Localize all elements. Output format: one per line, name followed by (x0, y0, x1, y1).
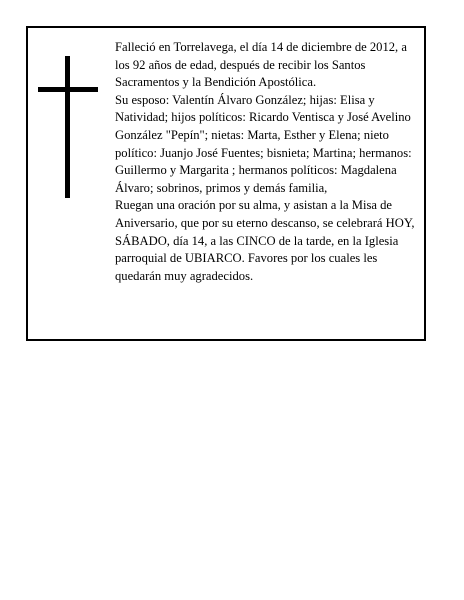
obituary-notice (26, 26, 426, 341)
death-announcement-paragraph: Falleció en Torrelavega, el día 14 de diciembre de 2012, a los 92 años de edad, después de recibir los Santos Sacramentos y la Bendición Apostólica. (115, 40, 407, 90)
mass-invitation-paragraph: Ruegan una oración por su alma, y asistan a la Misa de Aniversario, que por su eterno descanso, se celebrará HOY, SÁBADO, día 14, a las CINCO de la tarde, en la Iglesia parroquial de UBIARCO. Favores por los cuales les quedarán muy agradecidos. (115, 198, 415, 283)
family-members-paragraph: Su esposo: Valentín Álvaro González; hijas: Elisa y Natividad; hijos políticos: Ricardo Ventisca y José Avelino González "Pepín"; nietas: Marta, Esther y Elena; nieto político: Juanjo José Fuentes; bisnieta; Martina; hermanos: Guillermo y Margarita ; hermanos políticos: Magdalena Álvaro; sobrinos, primos y demás familia, (115, 92, 412, 195)
cross-horizontal-bar (38, 87, 98, 92)
cross-vertical-bar (65, 56, 70, 198)
notice-text (115, 39, 424, 285)
cross-icon (38, 56, 98, 198)
